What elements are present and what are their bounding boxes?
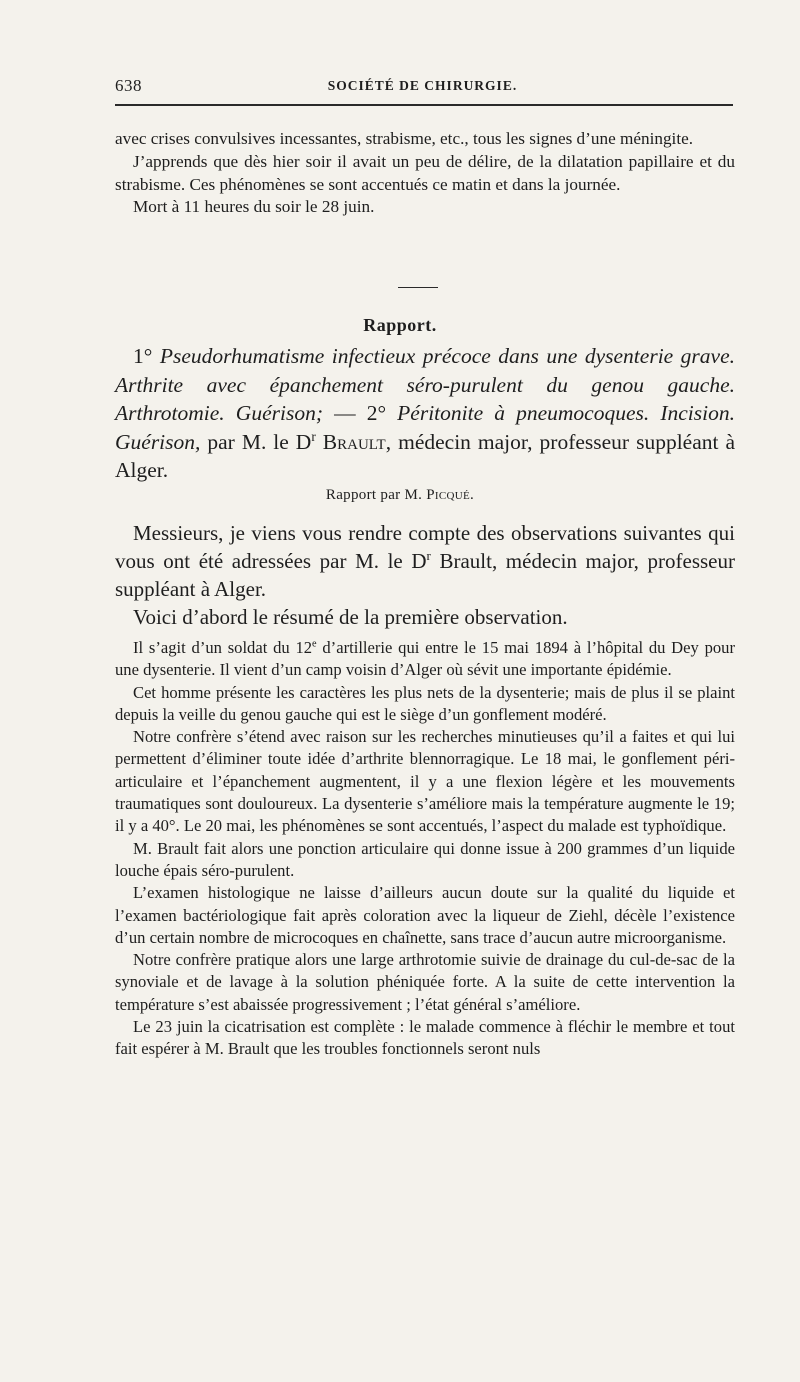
byline-prefix: Rapport par M.: [325, 487, 427, 503]
paragraph: avec crises convulsives incessantes, strabisme, etc., tous les signes d’une méningite.: [115, 129, 694, 148]
byline-suffix: .: [470, 487, 475, 503]
paragraph: [115, 519, 735, 603]
paragraph: [115, 637, 735, 682]
report-title-rest: , médecin major, professeur suppléant à Alger.: [115, 429, 735, 482]
paragraph: Voici d’abord le résumé de la première observation.: [133, 605, 568, 629]
intro-text-a: Messieurs, je viens vous rendre compte des observations suivantes qui vous ont été adressées par M. le D: [115, 521, 735, 573]
report-title-italic-2: Péritonite à pneumocoques. Incision. Guérison,: [115, 401, 735, 454]
byline-name: Picqué: [426, 487, 470, 503]
report-introduction: [115, 519, 735, 631]
paragraph: M. Brault fait alors une ponction articulaire qui donne issue à 200 grammes d’un liquide louche épais séro-purulent.: [115, 838, 735, 880]
report-number-2: 2°: [366, 401, 398, 425]
author-name: Brault: [322, 429, 386, 454]
paragraph: Mort à 11 heures du soir le 28 juin.: [133, 197, 375, 217]
running-title: SOCIÉTÉ DE CHIRURGIE.: [327, 78, 518, 93]
page-number: 638: [115, 76, 142, 95]
report-number-1: 1°: [133, 344, 160, 368]
body-text-a: Il s’agit d’un soldat du 12: [133, 638, 313, 657]
observation-summary: [115, 637, 735, 1061]
report-title-text: [115, 342, 735, 485]
paragraph: Notre confrère pratique alors une large arthrotomie suivie de drainage du cul-de-sac de la synoviale et de lavage à la solution phéniquée forte. A la suite de cette intervention la température s’est abaissée progressivement ; l’état général s’améliore.: [115, 950, 735, 1014]
report-title: [115, 342, 735, 485]
report-title-italic-1: Pseudorhumatisme infectieux précoce dans une dysenterie grave. Arthrite avec épanchement séro-purulent du genou gauche. Arthrotomie. Guérison;: [115, 344, 735, 425]
section-separator: [398, 287, 438, 288]
paragraph: Notre confrère s’étend avec raison sur les recherches minutieuses qu’il a faites et qui lui permettent d’éliminer toute idée d’arthrite blennorragique. Le 18 mai, le gonflement péri-articulaire et l’épanchement augmentent, il y a une flexion légère et les mouvements traumatiques sont douloureux. La dysenterie s’améliore mais la température augmente le 19; il y a 40°. Le 20 mai, les phénomènes se sont accentués, l’aspect du malade est typhoïdique.: [115, 727, 735, 836]
dr-superscript: r: [426, 548, 431, 563]
report-byline: [0, 487, 800, 504]
header-rule: [115, 104, 733, 106]
paragraph: J’apprends que dès hier soir il avait un peu de délire, de la dilatation papillaire et du strabisme. Ces phénomènes se sont accentués ce matin et dans la journée.: [115, 151, 735, 194]
report-title-dash: —: [322, 401, 367, 425]
page-header: [115, 76, 730, 100]
paragraph: Le 23 juin la cicatrisation est complète : le malade commence à fléchir le membre et tout fait espérer à M. Brault que les troubles fonctionnels seront nuls: [115, 1017, 735, 1059]
report-title-par: par M. le D: [200, 429, 312, 454]
paragraph: Cet homme présente les caractères les plus nets de la dysenterie; mais de plus il se plaint depuis la veille du genou gauche qui est le siège d’un gonflement modéré.: [115, 682, 735, 724]
section-title: Rapport.: [363, 315, 437, 335]
paragraph: L’examen histologique ne laisse d’ailleurs aucun doute sur la qualité du liquide et l’examen bactériologique fait après coloration avec la liqueur de Ziehl, décèle l’existence d’un certain nombre de microcoques en chaînette, sans trace d’aucun autre microorganisme.: [115, 883, 735, 947]
dr-superscript: r: [311, 428, 316, 444]
previous-observation-end: [115, 128, 735, 219]
intro-text-b: Brault, médecin major, professeur suppléant à Alger.: [115, 549, 735, 601]
body-text-b: d’artillerie qui entre le 15 mai 1894 à l’hôpital du Dey pour une dysenterie. Il vient d’un camp voisin d’Alger où sévit une importante épidémie.: [115, 638, 735, 680]
ordinal-superscript: e: [312, 638, 317, 650]
